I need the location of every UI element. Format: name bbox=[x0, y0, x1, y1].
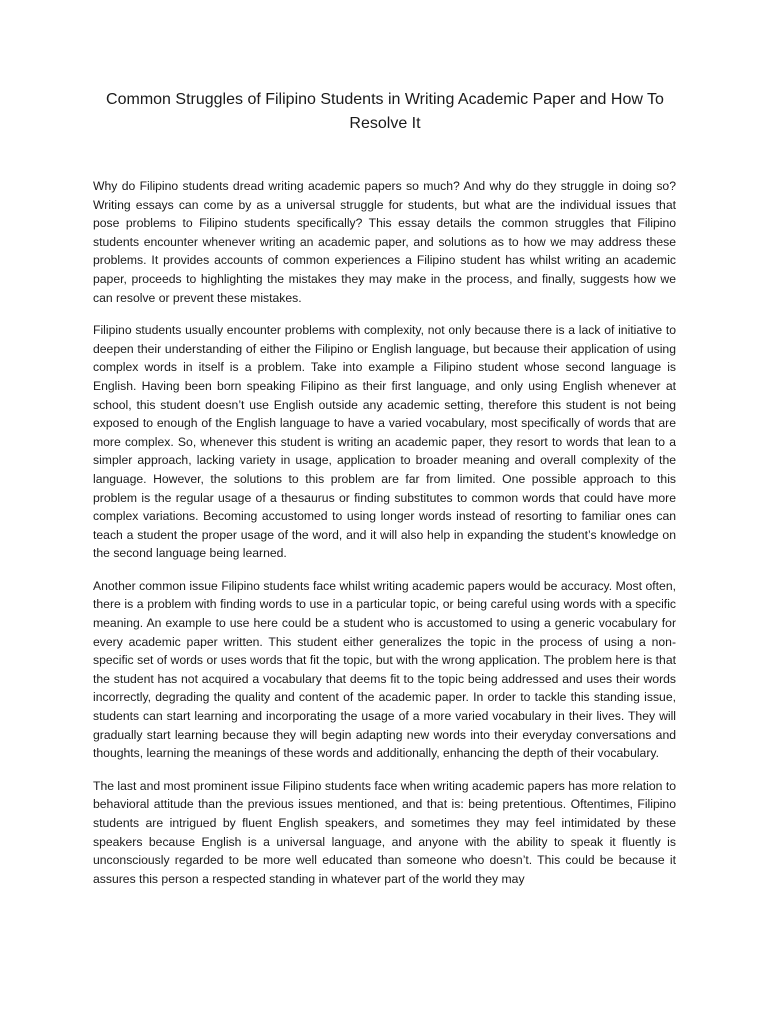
document-body bbox=[93, 177, 676, 902]
paragraph-complexity: Filipino students usually encounter problems with complexity, not only because there is a lack of initiative to deepen their understanding of either the Filipino or English language, but because their application of using complex words in itself is a problem. Take into example a Filipino student whose second language is English. Having been born speaking Filipino as their first language, and only using English whenever at school, this student doesn’t use English outside any academic setting, therefore this student is not being exposed to enough of the English language to have a varied vocabulary, most specifically of words that are more complex. So, whenever this student is writing an academic paper, they resort to words that lean to a simpler approach, lacking variety in usage, application to broader meaning and overall complexity of the language. However, the solutions to this problem are far from limited. One possible approach to this problem is the regular usage of a thesaurus or finding substitutes to common words that could have more complex variations. Becoming accustomed to using longer words instead of resorting to familiar ones can teach a student the proper usage of the word, and it will also help in expanding the student’s knowledge on the second language being learned. bbox=[93, 323, 676, 561]
paragraph-accuracy: Another common issue Filipino students face whilst writing academic papers would be accuracy. Most often, there is a problem with finding words to use in a particular topic, or being careful using words with a specific meaning. An example to use here could be a student who is accustomed to using a generic vocabulary for every academic paper written. This student either generalizes the topic in the process of using a non-specific set of words or uses words that fit the topic, but with the wrong application. The problem here is that the student has not acquired a vocabulary that deems fit to the topic being addressed and uses their words incorrectly, degrading the quality and content of the academic paper. In order to tackle this standing issue, students can start learning and incorporating the usage of a more varied vocabulary in their lives. They will gradually start learning because they will begin adapting new words into their everyday conversations and thoughts, learning the meanings of these words and additionally, enhancing the depth of their vocabulary. bbox=[93, 578, 676, 761]
paragraph-pretentiousness: The last and most prominent issue Filipino students face when writing academic papers has more relation to behavioral attitude than the previous issues mentioned, and that is: being pretentious. Oftentimes, Filipino students are intrigued by fluent English speakers, and sometimes they may feel intimidated by these speakers because English is a universal language, and anyone with the ability to speak it fluently is unconsciously regarded to be more well educated than someone who doesn’t. This could be because it assures this person a respected standing in whatever part of the world they may bbox=[93, 778, 676, 886]
paragraph-intro: Why do Filipino students dread writing academic papers so much? And why do they struggle in doing so? Writing essays can come by as a universal struggle for students, but what are the individual issues that pose problems to Filipino students specifically? This essay details the common struggles that Filipino students encounter whenever writing an academic paper, and solutions as to how we may address these problems. It provides accounts of common experiences a Filipino student has whilst writing an academic paper, proceeds to highlighting the mistakes they may make in the process, and finally, suggests how we can resolve or prevent these mistakes. bbox=[93, 179, 676, 305]
document-title: Common Struggles of Filipino Students in Writing Academic Paper and How To Resolve It bbox=[106, 91, 664, 132]
